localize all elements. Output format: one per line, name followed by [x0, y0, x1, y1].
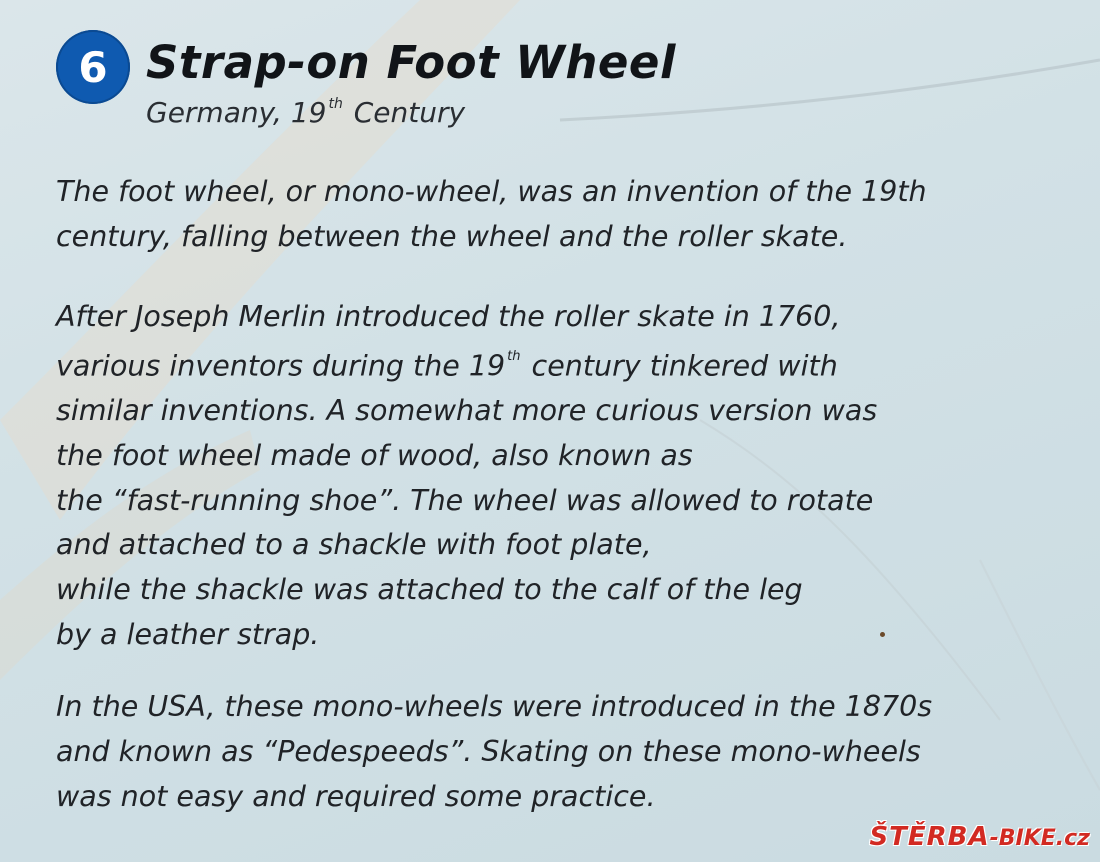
subtitle-text-end: Century [344, 96, 466, 129]
paragraph-line [56, 340, 877, 389]
paragraph-line: while the shackle was attached to the calf of the leg [56, 573, 803, 607]
subtitle-superscript: th [328, 95, 343, 112]
paragraph-line: The foot wheel, or mono-wheel, was an invention of the 19th [56, 175, 927, 208]
line-text: various inventors during the 19 [56, 349, 506, 383]
paragraph-usa [56, 685, 932, 819]
paragraph-line: the foot wheel made of wood, also known as [56, 438, 693, 472]
section-number-badge: 6 [56, 30, 130, 104]
watermark-suffix: -BIKE.cz [989, 826, 1090, 851]
paragraph-history [56, 295, 877, 658]
surface-speck [880, 632, 885, 637]
paragraph-line: After Joseph Merlin introduced the roller skate in 1760, [56, 300, 841, 333]
paragraph-line: was not easy and required some practice. [56, 779, 656, 813]
line-text-end: century tinkered with [522, 349, 838, 383]
paragraph-line: and known as “Pedespeeds”. Skating on these mono-wheels [56, 734, 921, 768]
paragraph-line: and attached to a shackle with foot plate, [56, 528, 652, 562]
paragraph-intro [56, 170, 927, 260]
sign-title: Strap-on Foot Wheel [146, 36, 676, 89]
paragraph-line: century, falling between the wheel and the roller skate. [56, 219, 848, 253]
site-watermark [869, 822, 1090, 852]
subtitle-text: Germany, 19 [146, 96, 327, 129]
watermark-brand: ŠTĚRBA [869, 822, 990, 852]
line-superscript: th [507, 348, 521, 364]
paragraph-line: the “fast-running shoe”. The wheel was allowed to rotate [56, 483, 874, 517]
paragraph-line: by a leather strap. [56, 618, 320, 652]
sign-subtitle [146, 96, 465, 129]
paragraph-line: In the USA, these mono-wheels were introduced in the 1870s [56, 690, 933, 723]
paragraph-line: similar inventions. A somewhat more curious version was [56, 394, 878, 428]
